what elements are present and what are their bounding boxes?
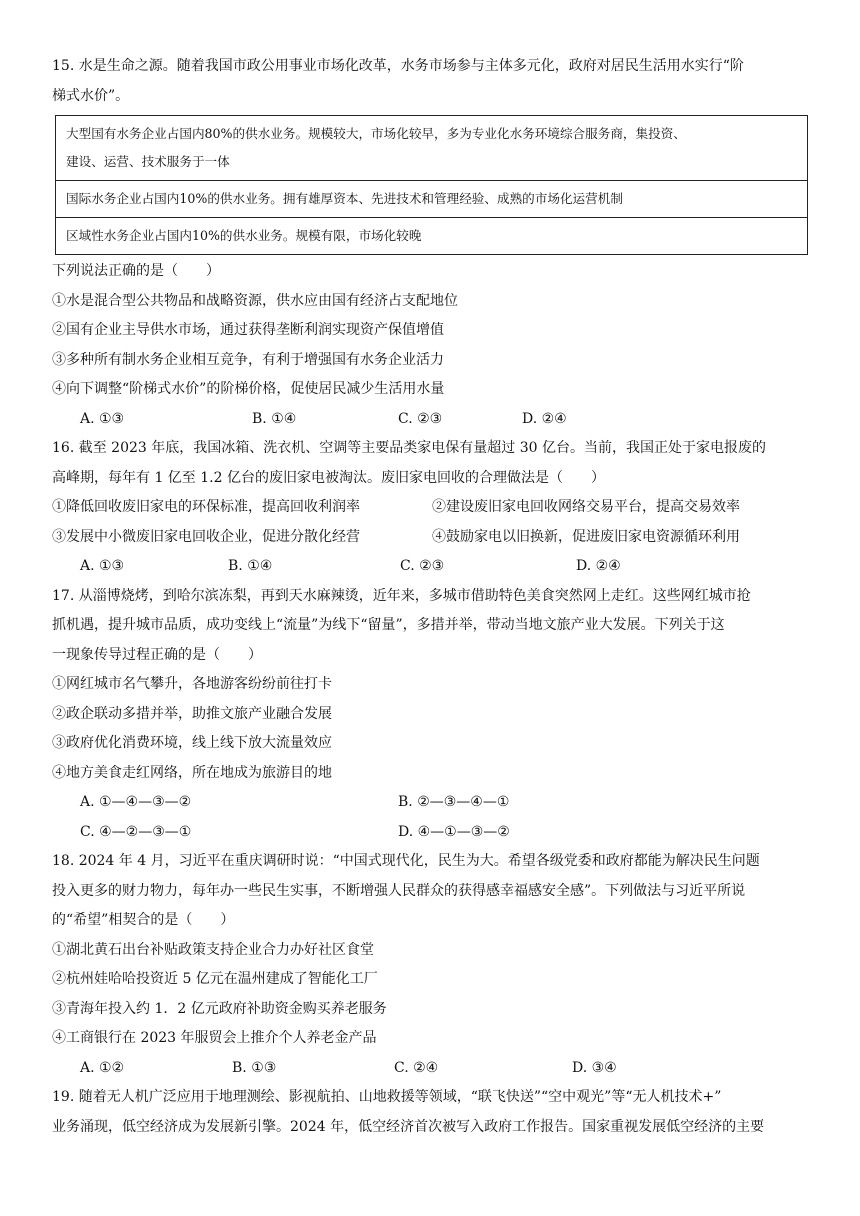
option-d[interactable]: D. ②④ <box>522 410 567 427</box>
question-16 <box>52 434 810 582</box>
statement-item: ①降低回收废旧家电的环保标准，提高回收利润率 <box>52 499 360 515</box>
statement-item: ②政企联动多措并举，助推文旅产业融合发展 <box>52 705 332 722</box>
statement-row <box>52 493 810 523</box>
option-d[interactable]: D. ②④ <box>576 558 621 574</box>
question-stem: 15. 水是生命之源。随着我国市政公用事业市场化改革，水务市场参与主体多元化，政府对居民生活用水实行“阶 <box>52 58 744 74</box>
answer-options <box>52 818 810 848</box>
cell-text: 大型国有水务企业占国内80%的供水业务。规模较大，市场化较早，多为专业化水务环境综合服务商，集投资、 <box>66 126 686 141</box>
answer-options <box>52 788 810 818</box>
question-prompt: 下列说法正确的是（ ） <box>52 263 220 279</box>
question-stem: 梯式水价”。 <box>52 87 130 104</box>
info-table <box>55 115 808 255</box>
question-19 <box>52 1083 810 1142</box>
statement-item: ②建设废旧家电回收网络交易平台，提高交易效率 <box>432 499 740 515</box>
question-stem: 的“希望”相契合的是（ ） <box>52 912 235 928</box>
answer-options <box>52 552 810 582</box>
question-stem: 16. 截至 2023 年底，我国冰箱、洗衣机、空调等主要品类家电保有量超过 30 亿台。当前，我国正处于家电报废的 <box>52 440 766 456</box>
question-stem: 高峰期，每年有 1 亿至 1.2 亿台的废旧家电被淘汰。废旧家电回收的合理做法是（ ） <box>52 469 605 486</box>
option-a[interactable]: A. ①③ <box>80 410 125 427</box>
option-b[interactable]: B. ①④ <box>252 410 297 427</box>
option-b[interactable]: B. ②—③—④—① <box>398 794 510 810</box>
statement-item: ①湖北黄石出台补贴政策支持企业合力办好社区食堂 <box>52 941 374 958</box>
option-c[interactable]: C. ②④ <box>394 1059 439 1076</box>
statement-item: ④向下调整“阶梯式水价”的阶梯价格，促使居民减少生活用水量 <box>52 381 445 397</box>
option-d[interactable]: D. ④—①—③—② <box>398 823 510 840</box>
answer-options <box>52 1054 810 1084</box>
question-stem: 19. 随着无人机广泛应用于地理测绘、影视航拍、山地救援等领域，“联飞快送”“空中观光”等“无人机技术+” <box>52 1089 722 1105</box>
question-15 <box>52 52 810 434</box>
option-a[interactable]: A. ①② <box>80 1059 125 1076</box>
statement-item: ①网红城市名气攀升，各地游客纷纷前往打卡 <box>52 676 332 692</box>
statement-item: ②杭州娃哈哈投资近 5 亿元在温州建成了智能化工厂 <box>52 971 378 987</box>
table-cell: 国际水务企业占国内10%的供水业务。拥有雄厚资本、先进技术和管理经验、成熟的市场化运营机制 <box>56 181 808 218</box>
statement-item: ③发展中小微废旧家电回收企业，促进分散化经营 <box>52 528 360 545</box>
question-stem: 业务涌现，低空经济成为发展新引擎。2024 年，低空经济首次被写入政府工作报告。国家重视发展低空经济的主要 <box>52 1118 765 1135</box>
table-row <box>56 181 808 218</box>
answer-options <box>52 405 810 435</box>
table-cell: 区域性水务企业占国内10%的供水业务。规模有限，市场化较晚 <box>56 218 808 255</box>
option-b[interactable]: B. ①③ <box>232 1059 277 1076</box>
question-stem: 投入更多的财力物力，每年办一些民生实事，不断增强人民群众的获得感幸福感安全感”。下列做法与习近平所说 <box>52 882 746 899</box>
statement-item: ④地方美食走红网络，所在地成为旅游目的地 <box>52 764 332 781</box>
option-a[interactable]: A. ①③ <box>80 558 125 574</box>
option-a[interactable]: A. ①—④—③—② <box>80 794 192 810</box>
table-row <box>56 218 808 255</box>
question-18 <box>52 847 810 1083</box>
option-c[interactable]: C. ②③ <box>400 558 445 574</box>
question-stem: 抓机遇，提升城市品质，成功变线上“流量”为线下“留量”，多措并举，带动当地文旅产业大发展。下列关于这 <box>52 617 725 633</box>
statement-item: ③多种所有制水务企业相互竞争，有利于增强国有水务企业活力 <box>52 351 444 368</box>
cell-text: 建设、运营、技术服务于一体 <box>66 154 230 169</box>
statement-item: ④鼓励家电以旧换新，促进废旧家电资源循环利用 <box>432 528 740 545</box>
statement-item: ④工商银行在 2023 年服贸会上推介个人养老金产品 <box>52 1030 377 1046</box>
table-cell <box>56 116 808 181</box>
option-b[interactable]: B. ①④ <box>228 558 273 574</box>
statement-item: ①水是混合型公共物品和战略资源，供水应由国有经济占支配地位 <box>52 292 458 309</box>
question-stem: 一现象传导过程正确的是（ ） <box>52 646 262 663</box>
question-stem: 18. 2024 年 4 月，习近平在重庆调研时说：“中国式现代化，民生为大。希望各级党委和政府都能为解决民生问题 <box>52 853 760 869</box>
question-17 <box>52 582 810 848</box>
option-c[interactable]: C. ④—②—③—① <box>80 823 192 840</box>
question-stem: 17. 从淄博烧烤，到哈尔滨冻梨，再到天水麻辣烫，近年来，多城市借助特色美食突然网上走红。这些网红城市抢 <box>52 587 751 604</box>
statement-item: ③政府优化消费环境，线上线下放大流量效应 <box>52 735 332 751</box>
statement-item: ②国有企业主导供水市场，通过获得垄断利润实现资产保值增值 <box>52 322 444 338</box>
table-row <box>56 116 808 181</box>
option-d[interactable]: D. ③④ <box>572 1059 617 1076</box>
exam-page <box>52 52 810 1142</box>
statement-item: ③青海年投入约 1．2 亿元政府补助资金购买养老服务 <box>52 1000 387 1017</box>
option-c[interactable]: C. ②③ <box>398 410 443 427</box>
statement-row <box>52 523 810 553</box>
